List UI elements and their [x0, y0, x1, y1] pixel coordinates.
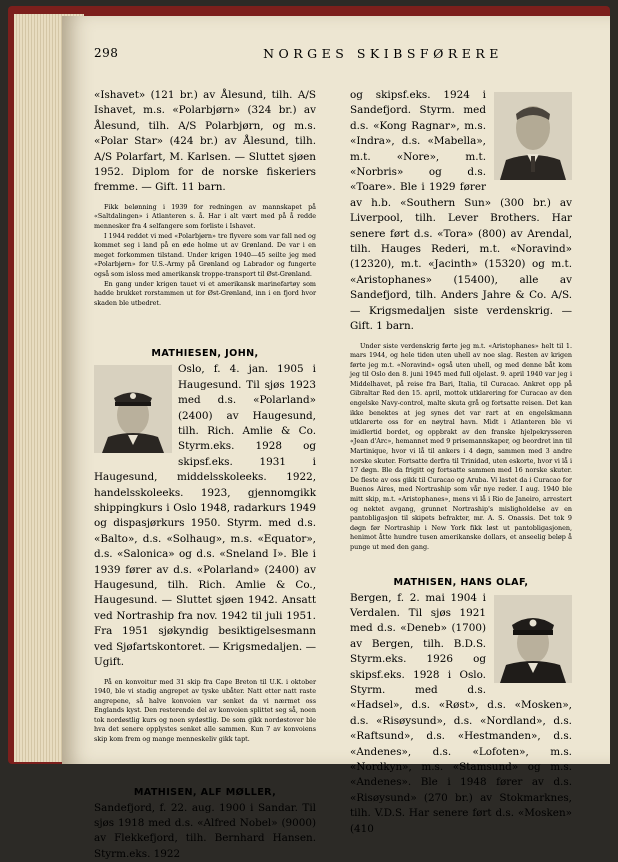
- entry-text: Oslo, f. 4. jan. 1905 i Haugesund. Til sjøs 1923 med d.s. «Polarland» (2400) av Haugesund, tilh. Rich. Amlie & Co. Styrm.eks. 1928 og skipsf.eks. 1931 i Haugesund, middelsskoleeks. 1922, handelsskoleeks. 1923, gjennomgikk shippingkurs i Oslo 1948, radarkurs 1949 og dispasjørkurs 1950. Styrm. med d.s. «Balto», d.s. «Solhaug», m.s. «Equator», d.s. «Salonica» og d.s. «Sneland I». Ble i 1939 fører av d.s. «Polarland» (2400) av Haugesund, tilh. Rich. Amlie & Co., Haugesund. — Sluttet sjøen 1942. Ansatt ved Nortraship fra nov. 1942 til juli 1951. Fra 1951 sjøkyndig besiktigelsesmann ved Sjøfartskontoret. — Krigsmedaljen. — Ugift.: [94, 363, 316, 669]
- intro-note: Fikk belønning i 1939 for redningen av mannskapet på «Saltdalingen» i Atlanteren s. å. Har i alt vært med på å redde mennesker fra 4 selfangere som forliste i Ishavet.: [94, 202, 316, 231]
- left-column: [94, 88, 316, 862]
- entry-note: På en konvoitur med 31 skip fra Cape Breton til U.K. i oktober 1940, ble vi stadig angrepet av tyske ubåter. Natt etter natt raste angrepene, så halve konvoien var senket da vi nærmet oss Englands kyst. Den resterende del av konvoien splittet seg så, noen tok nordøstlig kurs og noen sydøstlig. De som gikk nordøstover ble hva det senere opplystes senket alle sammen. Kun 7 av konvoiens skip kom frem og mange menneskeliv gikk tapt.: [94, 677, 316, 744]
- intro-note: En gang under krigen tauet vi et amerikansk marinefartøy som hadde brukket rorstammen ut for Øst-Grønland, inn i en fjord hvor skaden ble utbedret.: [94, 279, 316, 307]
- portrait-photo: [494, 92, 572, 180]
- entry-heading: MATHISEN, HANS OLAF,: [393, 576, 529, 588]
- entry-heading: MATHISEN, ALF MØLLER,: [133, 786, 277, 798]
- intro-paragraph-left: «Ishavet» (121 br.) av Ålesund, tilh. A/S Ishavet, m.s. «Polarbjørn» (324 br.) av Ålesund, tilh. A/S Polarbjørn, og m.s. «Polar Star» (424 br.) av Ålesund, tilh. A/S Polarfart, M. Karlsen. — Sluttet sjøen 1952. Diplom for de norske fiskeriers fremme. — Gift. 11 barn.: [94, 89, 316, 194]
- running-header: [94, 46, 572, 66]
- portrait-photo: [94, 365, 172, 453]
- page-number: 298: [94, 46, 119, 60]
- intro-paragraph-right: og skipsf.eks. 1924 i Sandefjord. Styrm. med d.s. «Kong Ragnar», m.s. «Indra», d.s. «Mabella», m.t. «Nore», m.t. «Norbris» og d.s. «Toare». Ble i 1929 fører av h.b. «Southern Sun» (300 br.) av Liverpool, tilh. Lever Brothers. Har senere ført d.s. «Tora» (800) av Arendal, tilh. Hauges Rederi, m.t. «Noravind» (12320), m.t. «Jacinth» (15320) og m.t. «Aristophanes» (15400), alle av Sandefjord, tilh. Anders Jahre & Co. A/S. — Krigsmedaljen siste verdenskrig. — Gift. 1 barn.: [350, 89, 572, 333]
- entry-text: Bergen, f. 2. mai 1904 i Verdalen. Til sjøs 1921 med d.s. «Deneb» (1700) av Bergen, tilh. B.D.S. Styrm.eks. 1926 og skipsf.eks. 1928 i Oslo. Styrm. med d.s. «Hadsel», d.s. «Røst», d.s. «Mosken», d.s. «Risøysund», d.s. «Nordland», d.s. «Raftsund», d.s. «Hestmanden», d.s. «Andenes», d.s. «Lofoten», m.s. «Nordkyn», m.s. «Stamsund» og m.s. «Andenes». Ble i 1948 fører av d.s. «Risøysund» (270 br.) av Stokmarknes, tilh. V.D.S. Har senere ført d.s. «Mosken» (410: [350, 591, 572, 835]
- intro-note: I 1944 reddet vi med «Polarbjørn» tre flyvere som var fall ned og kommet seg i land på en øde holme ut av Grønland. De var i en meget forkommen tilstand. Under krigen 1940—45 seilte jeg med «Polarbjørn» for U.S.-Army på Grønland og Labrador og fungerte også som isloss med amerikansk troppe-transport til Øst-Grønland.: [94, 231, 316, 278]
- running-title: NORGES SKIBSFØRERE: [263, 46, 503, 61]
- entry-heading: MATHIESEN, JOHN,: [151, 348, 259, 360]
- intro-note: Under siste verdenskrig førte jeg m.t. «Aristophanes» helt til 1. mars 1944, og hele tiden uten uhell av noe slag. Resten av krigen førte jeg m.t. «Noravind» også uten uhell, og med denne båt kom jeg til Oslo den 8. juni 1945 med full oljelast. 9. april 1940 var jeg i Middelhavet, på reise fra Bari, Italia, til Curacao. Ankret opp på Gibraltar Red den 15. april, mottok utklarering for Curacao av den engelske Navy-control, malte skuta grå og fortsatte reisen. Det kan ikke benektes at jeg synes det var rart at en engelskmann utklarerte oss for en nøytral havn. Midt i Atlanteren ble vi imidlertid bordet, og oppbrakt av den franske hjelpekrysseren «Jean d'Arc», hemannet med 9 prisemannskaper, og beordret inn til Martinique, hvor vi lå til ankers i 4 døgn, sammen med 3 andre norske skuter. Fortsatte derfra til Trinidad, uten eskorte, hvor vi lå i 17 døgn. Ble da frigitt og fortsatte sammen med 16 norske skuter. De fleste av oss gikk til Curacao og Aruba. Vi lastet da i Curacao for Buenos Aires, med Nortraship som vår nye reder. I aug. 1940 ble mitt skip, m.t. «Aristophanes», mens vi lå i Rio de Janeiro, arrestert og nektet avgang, grunnet Nortraship's misligholdelse av en pantobligasjon til skipets befrakter, mr. A. S. Onassis. Det tok 9 døgn før Nortraship i New York fikk løst ut pantobligasjonen, henimot åtte hundre tusen amerikanske dollars, et anseelig beløp å punge ut med den gang.: [350, 341, 572, 551]
- entry-text: Sandefjord, f. 22. aug. 1900 i Sandar. Til sjøs 1918 med d.s. «Alfred Nobel» (9000) av Flekkefjord, tilh. Bernhard Hansen. Styrm.eks. 1922: [94, 801, 316, 860]
- portrait-photo: [494, 595, 572, 683]
- right-column: [350, 88, 572, 837]
